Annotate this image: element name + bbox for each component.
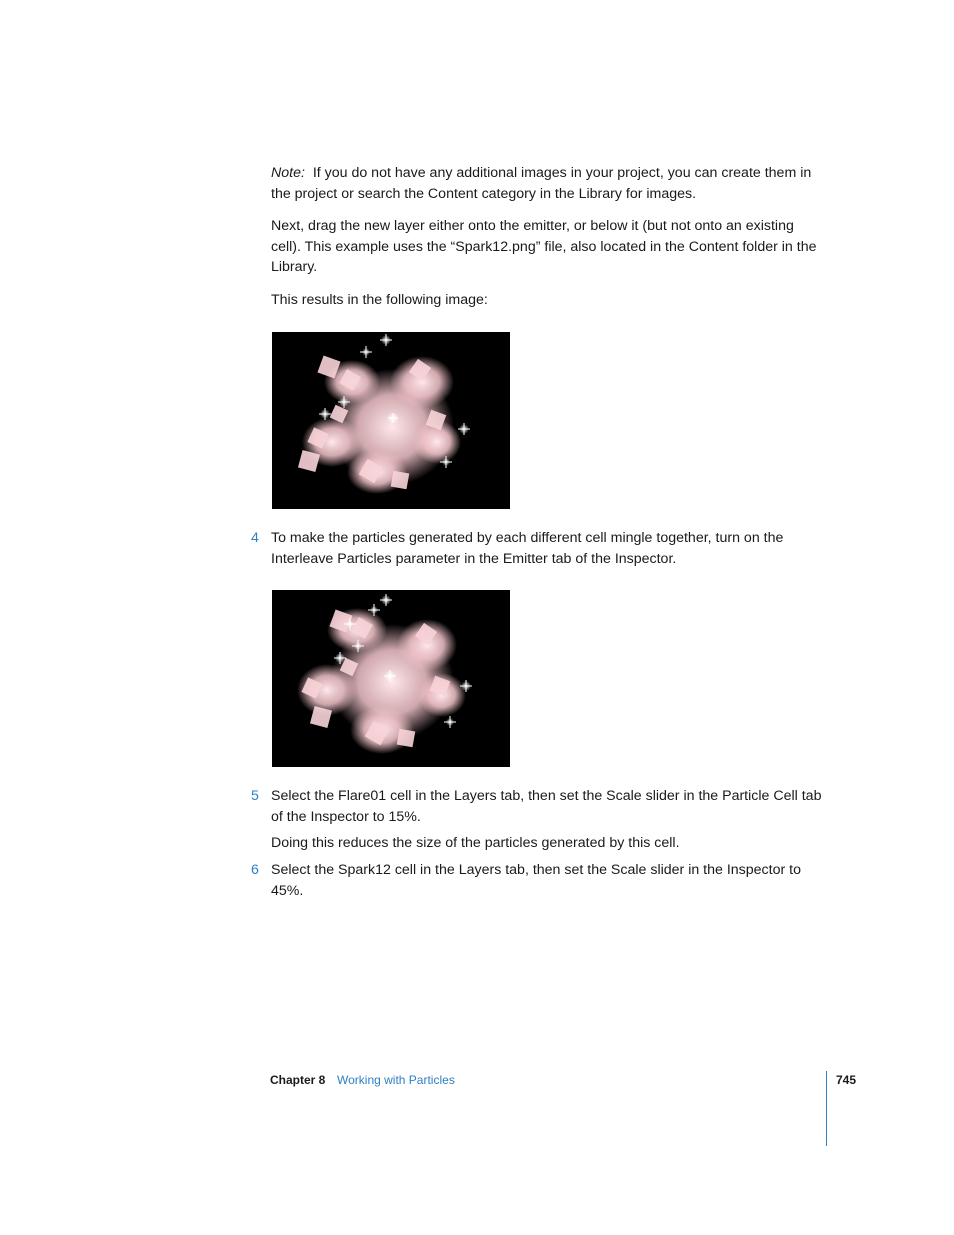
footer-chapter-title: Working with Particles [337,1073,455,1087]
step-5-followup: Doing this reduces the size of the particles generated by this cell. [271,835,680,851]
particle-image-2-graphic [272,590,510,767]
particle-image-2 [272,590,510,767]
step-5-text: Select the Flare01 cell in the Layers tab, then set the Scale slider in the Particle Cell tab of the Inspector to 15%. [271,788,822,825]
step-number-4: 4 [251,530,259,546]
step-number-6: 6 [251,862,259,878]
footer-divider [826,1071,827,1146]
step-4-text: To make the particles generated by each different cell mingle together, turn on the Interleave Particles parameter in the Emitter tab of the Inspector. [271,530,784,567]
note-paragraph [271,163,823,204]
step-6-text: Select the Spark12 cell in the Layers tab, then set the Scale slider in the Inspector to 45%. [271,862,801,899]
note-label: Note: [271,165,305,181]
next-paragraph: Next, drag the new layer either onto the emitter, or below it (but not onto an existing cell). This example uses the “Spark12.png” file, also located in the Content folder in the Library. [271,218,817,275]
particle-image-1 [272,332,510,509]
particle-image-1-graphic [272,332,510,509]
note-text: If you do not have any additional images in your project, you can create them in the project or search the Content category in the Library for images. [271,165,812,202]
footer-chapter: Chapter 8 [270,1073,326,1087]
page-number: 745 [836,1073,857,1087]
results-paragraph: This results in the following image: [271,292,488,308]
step-number-5: 5 [251,788,259,804]
